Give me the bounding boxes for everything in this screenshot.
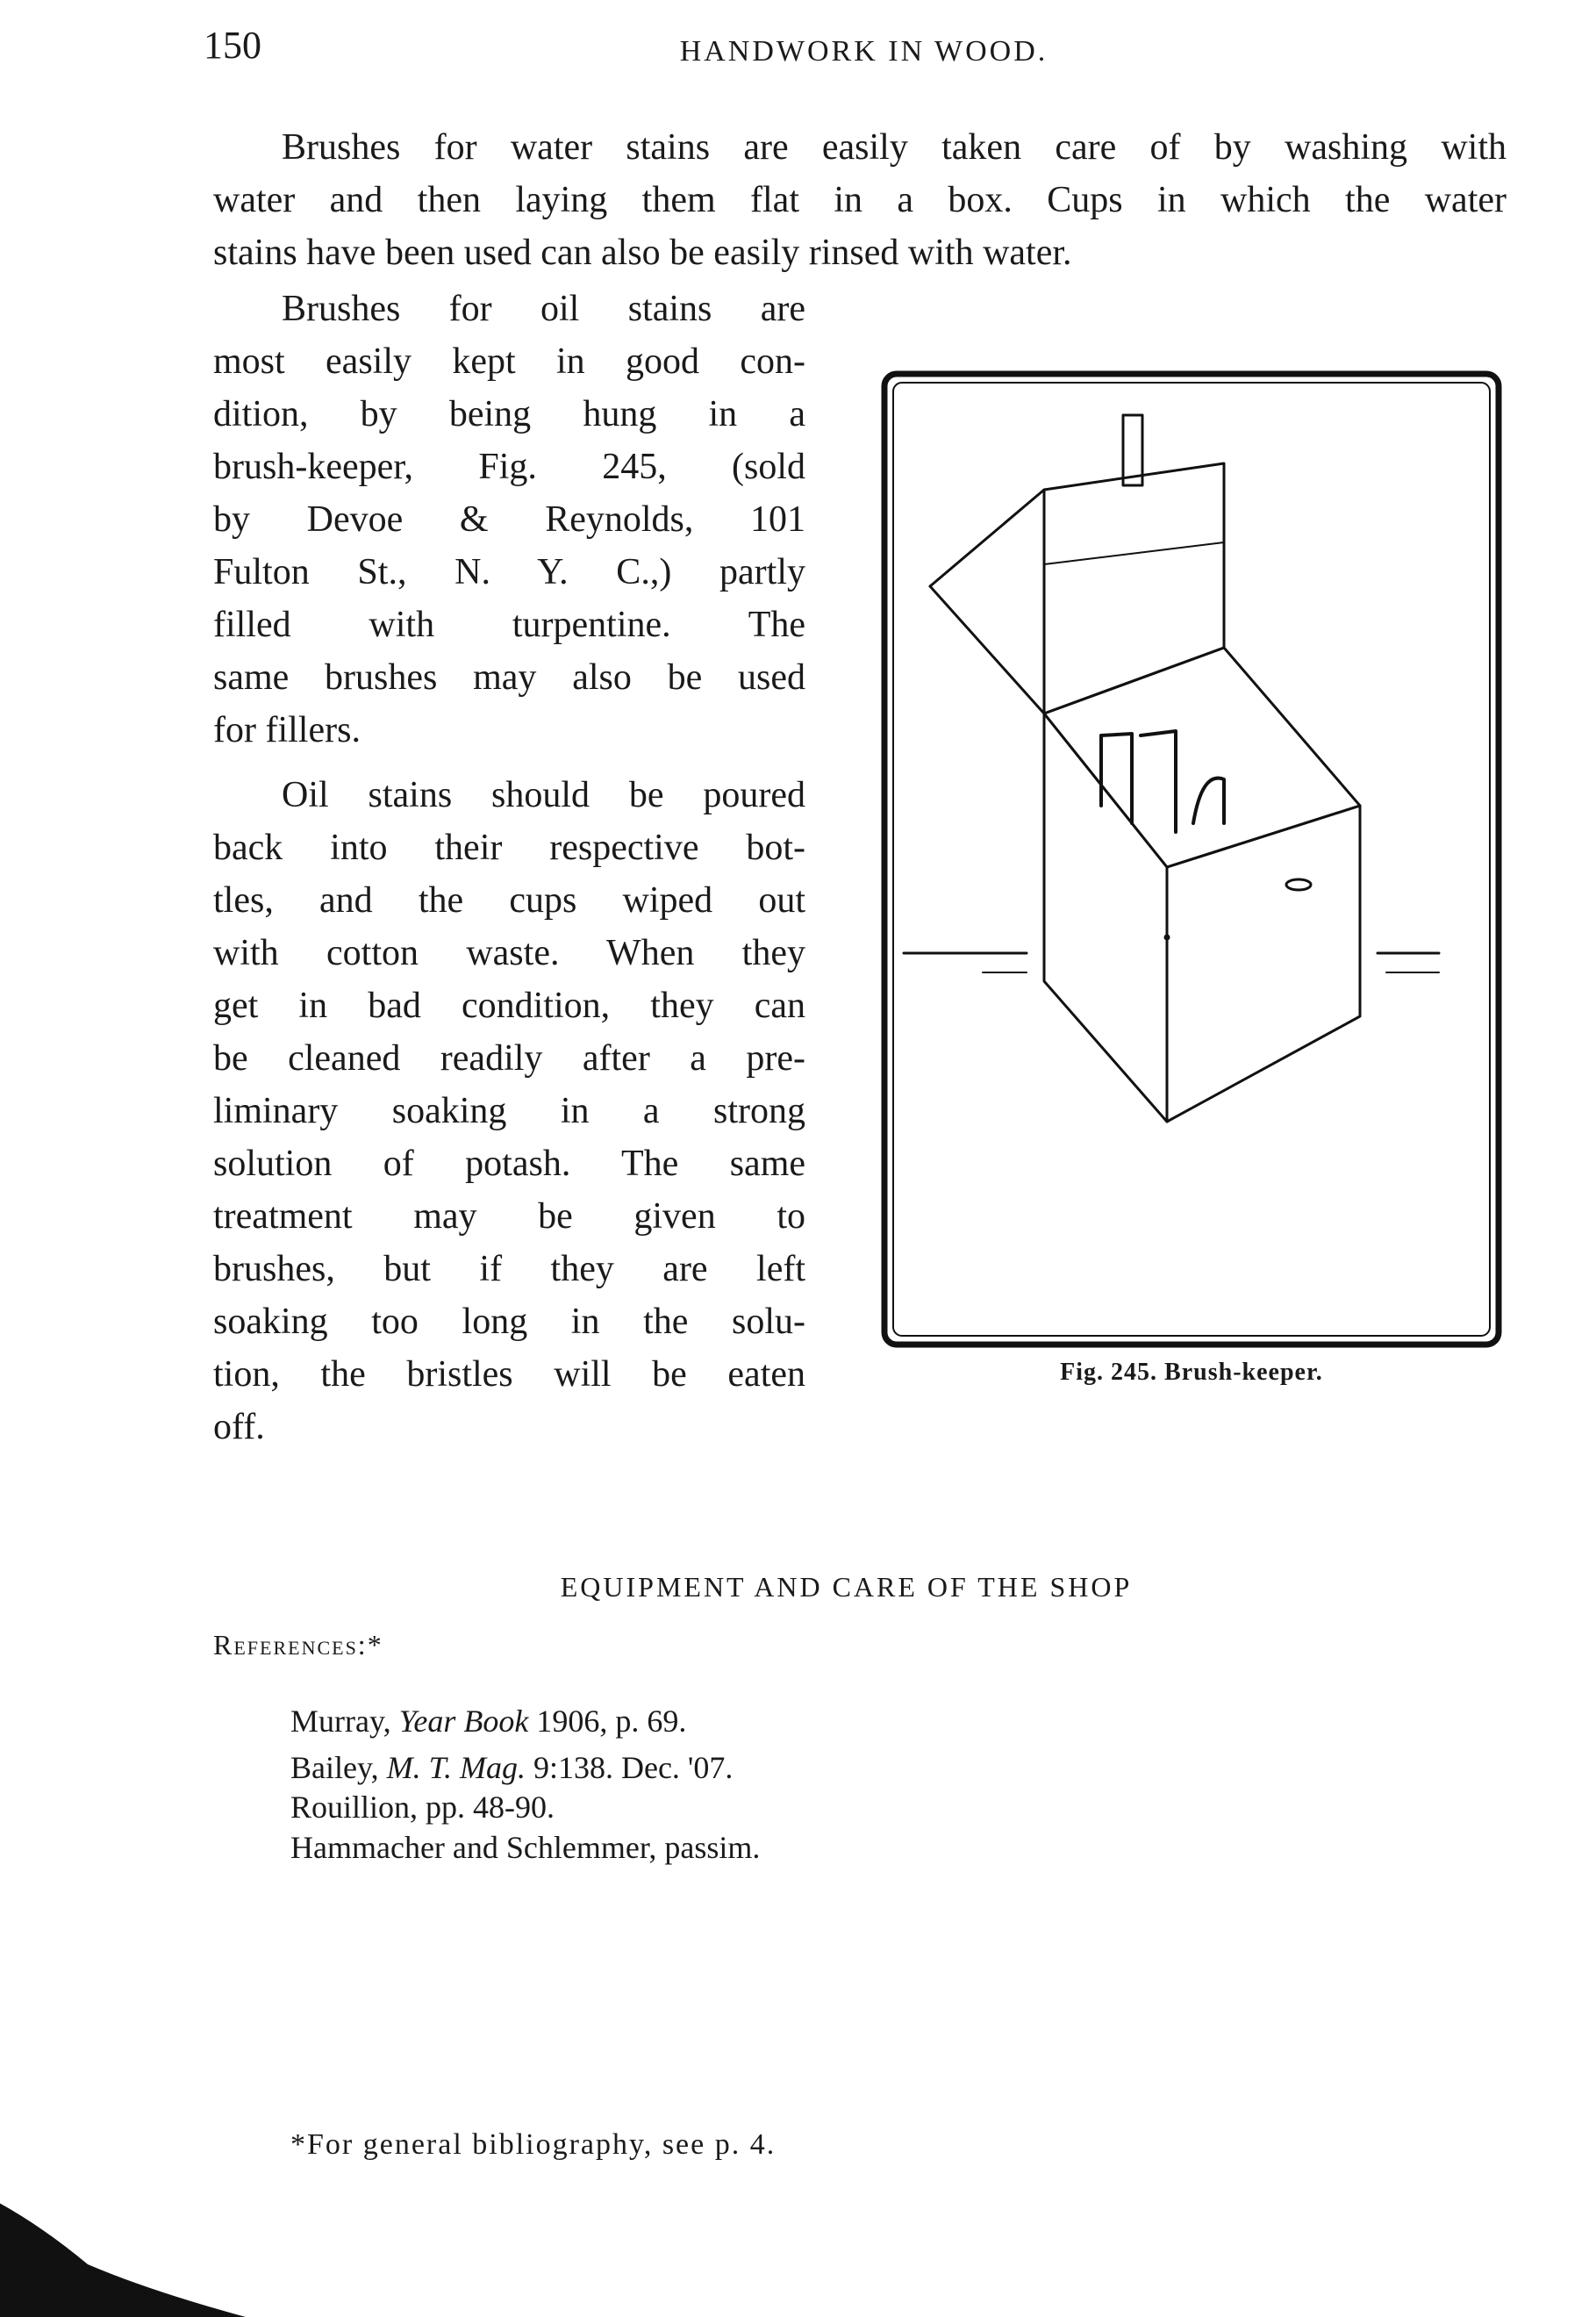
- reference-item: [290, 1829, 760, 1866]
- references-label: References:*: [213, 1629, 383, 1661]
- text-line: filled with turpentine. The: [213, 605, 805, 645]
- reference-author: Rouillion, pp. 48-90.: [290, 1790, 555, 1825]
- text-line: by Devoe & Reynolds, 101: [213, 499, 805, 540]
- reference-title: Year Book: [398, 1704, 529, 1739]
- reference-author: Hammacher and Schlemmer, passim.: [290, 1830, 761, 1865]
- text-line: Brushes for oil stains are: [282, 289, 805, 329]
- text-line: tles, and the cups wiped out: [213, 880, 805, 921]
- reference-rest: 1906, p. 69.: [528, 1704, 687, 1739]
- text-line: Fulton St., N. Y. C.,) partly: [213, 552, 805, 592]
- footnote: *For general bibliography, see p. 4.: [290, 2128, 777, 2161]
- text-line: tion, the bristles will be eaten: [213, 1354, 805, 1395]
- text-line: water and then laying them flat in a box. Cups in which the water: [213, 180, 1507, 220]
- text-line: off.: [213, 1407, 265, 1447]
- reference-author: Bailey,: [290, 1750, 387, 1785]
- text-line: liminary soaking in a strong: [213, 1091, 805, 1131]
- reference-item: [290, 1789, 555, 1826]
- text-line: with cotton waste. When they: [213, 933, 805, 973]
- text-line: solution of potash. The same: [213, 1144, 805, 1184]
- text-line: treatment may be given to: [213, 1196, 805, 1237]
- text-line: soaking too long in the solu-: [213, 1302, 805, 1342]
- reference-item: [290, 1703, 686, 1740]
- scan-shadow: [0, 2141, 246, 2317]
- reference-author: Murray,: [290, 1704, 399, 1739]
- section-heading: EQUIPMENT AND CARE OF THE SHOP: [560, 1571, 1133, 1603]
- text-line: stains have been used can also be easily rinsed with water.: [213, 233, 1072, 273]
- running-title: HANDWORK IN WOOD.: [679, 35, 1048, 68]
- text-line: brushes, but if they are left: [213, 1249, 805, 1289]
- text-line: same brushes may also be used: [213, 657, 805, 698]
- text-line: get in bad condition, they can: [213, 986, 805, 1026]
- reference-item: [290, 1749, 733, 1786]
- text-line: most easily kept in good con-: [213, 341, 805, 382]
- reference-title: M. T. Mag.: [386, 1750, 526, 1785]
- figure-caption: Fig. 245. Brush-keeper.: [1060, 1359, 1323, 1386]
- text-line: be cleaned readily after a pre-: [213, 1038, 805, 1079]
- brush-keeper-illustration: [877, 367, 1506, 1352]
- text-line: back into their respective bot-: [213, 828, 805, 868]
- text-line: brush-keeper, Fig. 245, (sold: [213, 447, 805, 487]
- reference-rest: 9:138. Dec. '07.: [525, 1750, 734, 1785]
- page-number: 150: [204, 24, 261, 67]
- text-line: Brushes for water stains are easily taken care of by washing with: [282, 127, 1507, 168]
- text-line: for fillers.: [213, 710, 361, 750]
- text-line: dition, by being hung in a: [213, 394, 805, 434]
- text-line: Oil stains should be poured: [282, 775, 805, 815]
